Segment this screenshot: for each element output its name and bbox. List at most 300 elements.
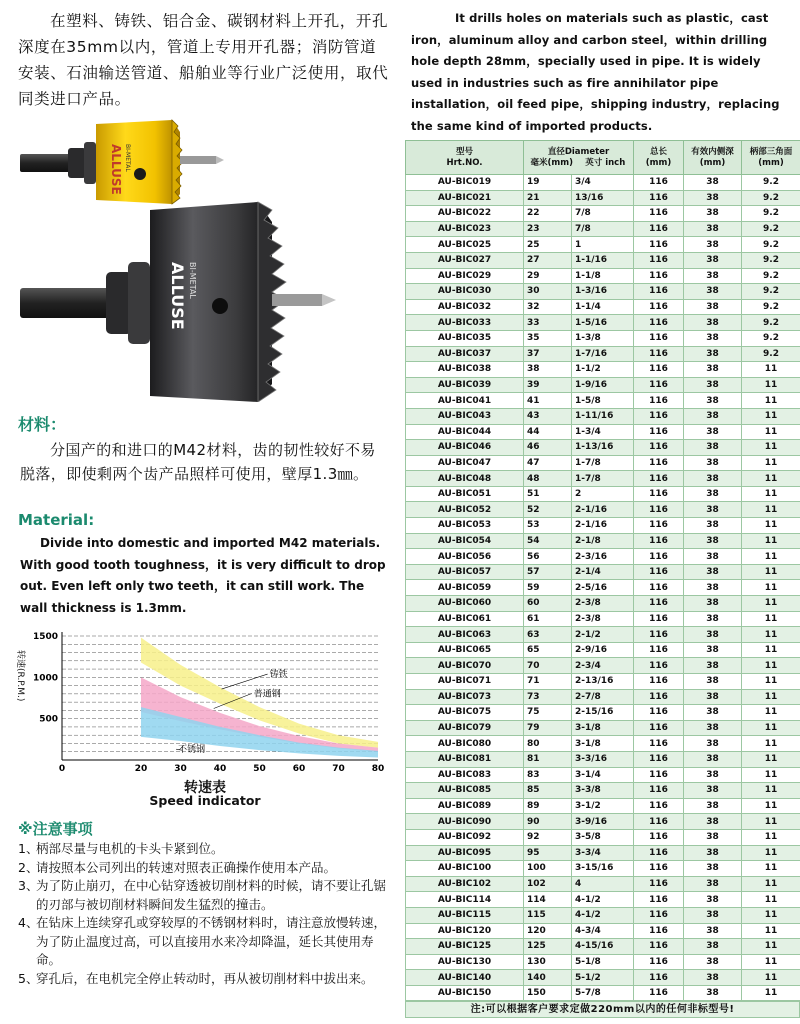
cell-shank: 11: [742, 954, 800, 970]
cell-dia-mm: 56: [524, 549, 572, 565]
y-tick-label: 1000: [32, 673, 58, 684]
table-row: [406, 939, 800, 955]
x-tick-label: 0: [58, 764, 66, 774]
cell-depth: 38: [684, 315, 742, 331]
table-row: [406, 954, 800, 970]
table-row: [406, 533, 800, 549]
cell-model: AU-BIC080: [406, 736, 524, 752]
cell-shank: 11: [742, 798, 800, 814]
cell-model: AU-BIC065: [406, 642, 524, 658]
cell-dia-mm: 83: [524, 767, 572, 783]
cell-model: AU-BIC125: [406, 939, 524, 955]
cell-model: AU-BIC035: [406, 330, 524, 346]
cell-model: AU-BIC030: [406, 284, 524, 300]
cell-dia-mm: 61: [524, 611, 572, 627]
cell-model: AU-BIC130: [406, 954, 524, 970]
cell-dia-inch: 3-3/4: [572, 845, 634, 861]
cell-length: 116: [634, 377, 684, 393]
cell-length: 116: [634, 268, 684, 284]
series-label: 普通钢: [253, 689, 281, 700]
cell-dia-mm: 85: [524, 783, 572, 799]
cell-dia-inch: 2-9/16: [572, 642, 634, 658]
cell-length: 116: [634, 564, 684, 580]
cell-depth: 38: [684, 206, 742, 222]
large-bimetal-label: BI-METAL: [188, 262, 197, 299]
cell-model: AU-BIC056: [406, 549, 524, 565]
large-hole-saw: [20, 202, 336, 402]
cell-model: AU-BIC019: [406, 175, 524, 191]
table-row: [406, 564, 800, 580]
cell-model: AU-BIC095: [406, 845, 524, 861]
cell-length: 116: [634, 252, 684, 268]
cell-shank: 11: [742, 377, 800, 393]
cell-shank: 11: [742, 689, 800, 705]
table-row: [406, 408, 800, 424]
notes-heading: ※注意事项: [18, 820, 93, 838]
cell-length: 116: [634, 221, 684, 237]
cell-length: 116: [634, 736, 684, 752]
note-item: 4、 在钻床上连续穿孔或穿较厚的不锈钢材料时，请注意放慢转速，为了防止温度过高，可以直接用水来冷却降温，延长其使用寿命。: [18, 915, 387, 967]
cell-length: 116: [634, 767, 684, 783]
cell-depth: 38: [684, 907, 742, 923]
table-row: [406, 783, 800, 799]
cell-model: AU-BIC060: [406, 596, 524, 612]
cell-length: 116: [634, 783, 684, 799]
cell-model: AU-BIC089: [406, 798, 524, 814]
cell-dia-inch: 1: [572, 237, 634, 253]
cell-model: AU-BIC043: [406, 408, 524, 424]
cell-dia-inch: 7/8: [572, 206, 634, 222]
note-item: 1、 柄部尽量与电机的卡头卡紧到位。: [18, 841, 224, 856]
cell-model: AU-BIC120: [406, 923, 524, 939]
cell-shank: 11: [742, 518, 800, 534]
cell-shank: 9.2: [742, 175, 800, 191]
table-row: [406, 237, 800, 253]
y-tick-label: 500: [39, 714, 58, 725]
table-row: [406, 268, 800, 284]
cell-length: 116: [634, 689, 684, 705]
cell-model: AU-BIC085: [406, 783, 524, 799]
cell-model: AU-BIC063: [406, 627, 524, 643]
cell-dia-inch: 3-1/4: [572, 767, 634, 783]
cell-depth: 38: [684, 767, 742, 783]
cell-shank: 11: [742, 486, 800, 502]
cell-dia-inch: 1-1/8: [572, 268, 634, 284]
cell-shank: 9.2: [742, 190, 800, 206]
table-row: [406, 455, 800, 471]
cell-shank: 9.2: [742, 268, 800, 284]
table-row: [406, 252, 800, 268]
cell-model: AU-BIC073: [406, 689, 524, 705]
cell-length: 116: [634, 798, 684, 814]
cell-length: 116: [634, 985, 684, 1001]
cell-dia-mm: 95: [524, 845, 572, 861]
cell-dia-mm: 33: [524, 315, 572, 331]
cell-depth: 38: [684, 674, 742, 690]
cell-dia-inch: 1-7/8: [572, 455, 634, 471]
cell-shank: 9.2: [742, 206, 800, 222]
cell-depth: 38: [684, 330, 742, 346]
table-row: [406, 596, 800, 612]
cell-model: AU-BIC027: [406, 252, 524, 268]
cell-shank: 9.2: [742, 299, 800, 315]
cell-length: 116: [634, 580, 684, 596]
cell-length: 116: [634, 330, 684, 346]
cell-model: AU-BIC057: [406, 564, 524, 580]
series-leader-line: [222, 674, 268, 689]
note-item: 2、 请按照本公司列出的转速对照表正确操作使用本产品。: [18, 859, 337, 875]
cell-shank: 11: [742, 705, 800, 721]
table-row: [406, 798, 800, 814]
cell-dia-inch: 3-9/16: [572, 814, 634, 830]
cell-dia-mm: 57: [524, 564, 572, 580]
cell-dia-mm: 115: [524, 907, 572, 923]
cell-depth: 38: [684, 720, 742, 736]
cell-length: 116: [634, 455, 684, 471]
cell-dia-mm: 120: [524, 923, 572, 939]
x-tick-label: 40: [213, 764, 227, 774]
cell-model: AU-BIC039: [406, 377, 524, 393]
cell-dia-mm: 51: [524, 486, 572, 502]
cell-depth: 38: [684, 252, 742, 268]
cell-dia-inch: 5-7/8: [572, 985, 634, 1001]
cell-shank: 11: [742, 751, 800, 767]
table-row: [406, 720, 800, 736]
cell-shank: 11: [742, 736, 800, 752]
cell-shank: 11: [742, 596, 800, 612]
cell-model: AU-BIC038: [406, 362, 524, 378]
x-tick-label: 50: [253, 764, 266, 774]
cell-dia-inch: 1-5/8: [572, 393, 634, 409]
cell-dia-inch: 3-5/8: [572, 829, 634, 845]
material-text-en: Divide into domestic and imported M42 materials. With good tooth toughness，it is very difficult to drop out. Even left only two teeth，it can still work. The wall thickness is 1.3mm.: [20, 536, 386, 615]
cell-depth: 38: [684, 970, 742, 986]
x-tick-label: 20: [134, 764, 148, 774]
cell-depth: 38: [684, 783, 742, 799]
cell-shank: 11: [742, 362, 800, 378]
cell-length: 116: [634, 486, 684, 502]
cell-length: 116: [634, 175, 684, 191]
cell-dia-inch: 5-1/8: [572, 954, 634, 970]
cell-dia-mm: 53: [524, 518, 572, 534]
cell-dia-inch: 1-1/16: [572, 252, 634, 268]
cell-shank: 11: [742, 440, 800, 456]
cell-length: 116: [634, 642, 684, 658]
small-brand-logo: ALLUSE: [109, 144, 123, 195]
table-row: [406, 751, 800, 767]
table-row: [406, 829, 800, 845]
cell-shank: 11: [742, 549, 800, 565]
cell-dia-mm: 43: [524, 408, 572, 424]
cell-shank: 11: [742, 611, 800, 627]
cell-depth: 38: [684, 689, 742, 705]
cell-dia-inch: 2-3/8: [572, 596, 634, 612]
table-row: [406, 315, 800, 331]
table-row: [406, 814, 800, 830]
cell-depth: 38: [684, 284, 742, 300]
cell-dia-mm: 140: [524, 970, 572, 986]
table-row: [406, 892, 800, 908]
cell-depth: 38: [684, 299, 742, 315]
cell-dia-mm: 60: [524, 596, 572, 612]
cell-dia-mm: 35: [524, 330, 572, 346]
cell-model: AU-BIC061: [406, 611, 524, 627]
cell-length: 116: [634, 627, 684, 643]
cell-dia-inch: 4-15/16: [572, 939, 634, 955]
cell-shank: 11: [742, 658, 800, 674]
cell-dia-inch: 4: [572, 876, 634, 892]
cell-model: AU-BIC044: [406, 424, 524, 440]
table-header-row: [406, 141, 800, 175]
cell-shank: 11: [742, 424, 800, 440]
cell-shank: 11: [742, 907, 800, 923]
cell-model: AU-BIC054: [406, 533, 524, 549]
note-item: 3、 为了防止崩刃，在中心钻穿透被切削材料的时候，请不要让孔锯的刃部与被切削材料瞬间发生猛烈的撞击。: [18, 878, 387, 912]
cell-length: 116: [634, 424, 684, 440]
cell-dia-mm: 25: [524, 237, 572, 253]
cell-length: 116: [634, 393, 684, 409]
cell-dia-inch: 1-3/4: [572, 424, 634, 440]
cell-dia-mm: 150: [524, 985, 572, 1001]
cell-depth: 38: [684, 705, 742, 721]
table-row: [406, 502, 800, 518]
x-tick-label: 30: [174, 764, 187, 774]
table-row: [406, 440, 800, 456]
cell-dia-inch: 1-5/16: [572, 315, 634, 331]
cell-depth: 38: [684, 471, 742, 487]
chart-y-axis-label: 转速(R.P.M.): [15, 650, 25, 702]
cell-model: AU-BIC021: [406, 190, 524, 206]
cell-dia-inch: 5-1/2: [572, 970, 634, 986]
cell-length: 116: [634, 596, 684, 612]
cell-model: AU-BIC029: [406, 268, 524, 284]
cell-dia-mm: 59: [524, 580, 572, 596]
cell-shank: 11: [742, 939, 800, 955]
series-label: 铸铁: [269, 670, 288, 681]
cell-length: 116: [634, 549, 684, 565]
cell-model: AU-BIC150: [406, 985, 524, 1001]
cell-shank: 11: [742, 564, 800, 580]
cell-dia-inch: 1-3/16: [572, 284, 634, 300]
cell-length: 116: [634, 751, 684, 767]
cell-depth: 38: [684, 658, 742, 674]
cell-model: AU-BIC100: [406, 861, 524, 877]
cell-dia-mm: 90: [524, 814, 572, 830]
material-text-cn: 分国产的和进口的M42材料，齿的韧性较好不易脱落，即使剩两个齿产品照样可使用，壁厚1.3㎜。: [20, 441, 376, 483]
cell-dia-inch: 2-1/16: [572, 502, 634, 518]
cell-dia-inch: 1-7/8: [572, 471, 634, 487]
note-item: 5、 穿孔后，在电机完全停止转动时，再从被切削材料中拔出来。: [18, 970, 374, 986]
cell-depth: 38: [684, 175, 742, 191]
table-row: [406, 284, 800, 300]
cell-dia-inch: 1-3/8: [572, 330, 634, 346]
cell-length: 116: [634, 206, 684, 222]
cell-dia-mm: 71: [524, 674, 572, 690]
cell-dia-inch: 3-1/8: [572, 736, 634, 752]
cell-length: 116: [634, 237, 684, 253]
table-row: [406, 346, 800, 362]
cell-depth: 38: [684, 549, 742, 565]
cell-dia-mm: 46: [524, 440, 572, 456]
cell-length: 116: [634, 611, 684, 627]
cell-dia-inch: 7/8: [572, 221, 634, 237]
col-model: 型号 Hrt.NO.: [406, 141, 524, 175]
cell-model: AU-BIC046: [406, 440, 524, 456]
cell-dia-mm: 29: [524, 268, 572, 284]
cell-shank: 11: [742, 970, 800, 986]
cell-depth: 38: [684, 954, 742, 970]
cell-shank: 11: [742, 829, 800, 845]
y-tick-label: 1500: [32, 632, 58, 642]
cell-depth: 38: [684, 627, 742, 643]
cell-dia-inch: 2: [572, 486, 634, 502]
spec-table: [405, 140, 800, 1001]
cell-depth: 38: [684, 861, 742, 877]
table-row: [406, 642, 800, 658]
cell-dia-inch: 13/16: [572, 190, 634, 206]
cell-shank: 11: [742, 985, 800, 1001]
cell-shank: 11: [742, 408, 800, 424]
cell-depth: 38: [684, 502, 742, 518]
cell-depth: 38: [684, 829, 742, 845]
cell-model: AU-BIC092: [406, 829, 524, 845]
cell-depth: 38: [684, 814, 742, 830]
cell-depth: 38: [684, 440, 742, 456]
cell-length: 116: [634, 284, 684, 300]
small-bimetal-label: BI-METAL: [124, 144, 131, 172]
intro-cn: 在塑料、铸铁、铝合金、碳钢材料上开孔，开孔深度在35mm以内，管道上专用开孔器；消防管道安装、石油输送管道、船舶业等行业广泛使用，取代同类进口产品。: [18, 12, 389, 108]
cell-shank: 11: [742, 455, 800, 471]
cell-depth: 38: [684, 564, 742, 580]
cell-shank: 11: [742, 876, 800, 892]
table-row: [406, 970, 800, 986]
cell-dia-inch: 4-3/4: [572, 923, 634, 939]
cell-depth: 38: [684, 923, 742, 939]
cell-shank: 9.2: [742, 284, 800, 300]
cell-length: 116: [634, 299, 684, 315]
cell-shank: 11: [742, 923, 800, 939]
cell-shank: 9.2: [742, 252, 800, 268]
cell-dia-inch: 2-7/8: [572, 689, 634, 705]
cell-dia-mm: 19: [524, 175, 572, 191]
cell-shank: 11: [742, 642, 800, 658]
table-row: [406, 923, 800, 939]
cell-depth: 38: [684, 237, 742, 253]
cell-shank: 11: [742, 533, 800, 549]
cell-dia-mm: 54: [524, 533, 572, 549]
cell-model: AU-BIC070: [406, 658, 524, 674]
cell-shank: 9.2: [742, 315, 800, 331]
cell-model: AU-BIC022: [406, 206, 524, 222]
cell-length: 116: [634, 923, 684, 939]
cell-shank: 11: [742, 861, 800, 877]
table-row: [406, 362, 800, 378]
table-row: [406, 299, 800, 315]
cell-dia-inch: 1-7/16: [572, 346, 634, 362]
table-row: [406, 580, 800, 596]
cell-dia-mm: 89: [524, 798, 572, 814]
table-row: [406, 221, 800, 237]
cell-dia-inch: 1-11/16: [572, 408, 634, 424]
table-row: [406, 486, 800, 502]
col-shank: 柄部三角面 (mm): [742, 141, 800, 175]
cell-dia-inch: 2-3/8: [572, 611, 634, 627]
table-row: [406, 689, 800, 705]
table-row: [406, 658, 800, 674]
cell-dia-inch: 3-1/2: [572, 798, 634, 814]
cell-dia-mm: 52: [524, 502, 572, 518]
cell-model: AU-BIC081: [406, 751, 524, 767]
cell-shank: 11: [742, 845, 800, 861]
intro-en: It drills holes on materials such as plastic，cast iron，aluminum alloy and carbon steel，within drilling hole depth 28mm，specially used in pipe. It is widely used in industries such as fire annihilator pipe installation，oil feed pipe，shipping industry，replacing the same kind of imported products.: [411, 11, 780, 133]
cell-model: AU-BIC102: [406, 876, 524, 892]
x-tick-label: 70: [332, 764, 345, 774]
cell-model: AU-BIC041: [406, 393, 524, 409]
cell-dia-inch: 3/4: [572, 175, 634, 191]
cell-model: AU-BIC115: [406, 907, 524, 923]
col-depth: 有效内侧深 (mm): [684, 141, 742, 175]
cell-shank: 9.2: [742, 330, 800, 346]
cell-dia-mm: 79: [524, 720, 572, 736]
cell-dia-mm: 81: [524, 751, 572, 767]
cell-dia-mm: 65: [524, 642, 572, 658]
cell-depth: 38: [684, 346, 742, 362]
cell-length: 116: [634, 829, 684, 845]
cell-length: 116: [634, 892, 684, 908]
cell-length: 116: [634, 876, 684, 892]
table-row: [406, 985, 800, 1001]
cell-shank: 11: [742, 783, 800, 799]
cell-dia-inch: 3-15/16: [572, 861, 634, 877]
cell-depth: 38: [684, 377, 742, 393]
cell-dia-inch: 2-13/16: [572, 674, 634, 690]
cell-depth: 38: [684, 642, 742, 658]
cell-dia-mm: 130: [524, 954, 572, 970]
cell-length: 116: [634, 939, 684, 955]
cell-length: 116: [634, 533, 684, 549]
cell-dia-inch: 2-15/16: [572, 705, 634, 721]
cell-depth: 38: [684, 268, 742, 284]
cell-dia-inch: 3-3/8: [572, 783, 634, 799]
cell-depth: 38: [684, 424, 742, 440]
material-heading-cn: 材料：: [18, 415, 67, 434]
cell-depth: 38: [684, 845, 742, 861]
table-row: [406, 393, 800, 409]
chart-subtitle: Speed indicator: [149, 793, 261, 808]
cell-dia-inch: 2-1/2: [572, 627, 634, 643]
cell-dia-mm: 38: [524, 362, 572, 378]
table-row: [406, 845, 800, 861]
cell-depth: 38: [684, 455, 742, 471]
cell-length: 116: [634, 362, 684, 378]
cell-dia-mm: 32: [524, 299, 572, 315]
cell-dia-mm: 47: [524, 455, 572, 471]
cell-depth: 38: [684, 939, 742, 955]
cell-shank: 11: [742, 892, 800, 908]
cell-model: AU-BIC053: [406, 518, 524, 534]
cell-dia-mm: 41: [524, 393, 572, 409]
cell-length: 116: [634, 907, 684, 923]
cell-depth: 38: [684, 876, 742, 892]
cell-shank: 11: [742, 720, 800, 736]
cell-length: 116: [634, 190, 684, 206]
cell-depth: 38: [684, 533, 742, 549]
cell-depth: 38: [684, 985, 742, 1001]
cell-depth: 38: [684, 736, 742, 752]
cell-dia-mm: 48: [524, 471, 572, 487]
cell-length: 116: [634, 720, 684, 736]
cell-dia-inch: 1-1/4: [572, 299, 634, 315]
